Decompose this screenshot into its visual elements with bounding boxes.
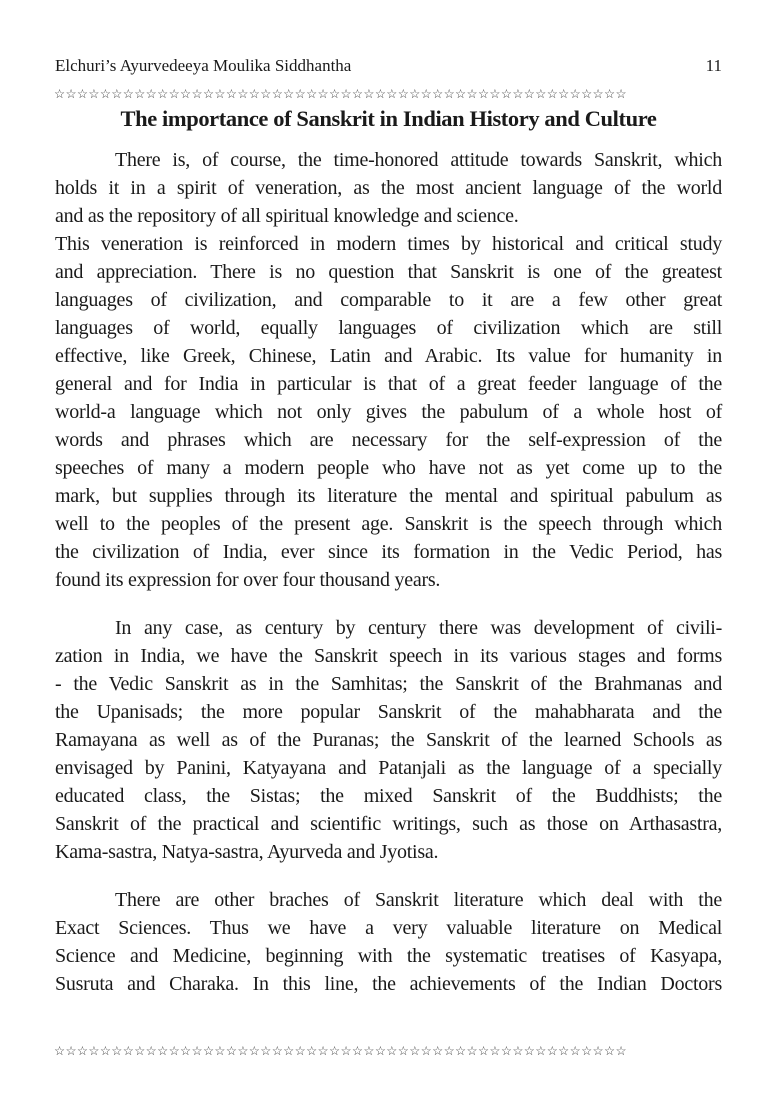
paragraph: [55, 886, 722, 998]
text-line: found its expression for over four thousand years.: [55, 569, 441, 591]
text-line: the Upanisads; the more popular Sanskrit of the mahabharata and the: [55, 701, 722, 723]
running-header: [55, 56, 722, 80]
text-line: effective, like Greek, Chinese, Latin and Arabic. Its value for humanity in: [55, 345, 722, 367]
text-line: mark, but supplies through its literature the mental and spiritual pabulum as: [55, 485, 722, 507]
body-text: [55, 146, 722, 998]
star-ornament-bottom: ☆☆☆☆☆☆☆☆☆☆☆☆☆☆☆☆☆☆☆☆☆☆☆☆☆☆☆☆☆☆☆☆☆☆☆☆☆☆☆☆☆☆☆☆☆☆☆☆☆☆: [54, 1044, 627, 1058]
text-line: There are other braches of Sanskrit literature which deal with the: [115, 889, 722, 911]
text-line: Science and Medicine, beginning with the systematic treatises of Kasyapa,: [55, 945, 722, 967]
text-line: - the Vedic Sanskrit as in the Samhitas; the Sanskrit of the Brahmanas and: [55, 673, 722, 695]
text-line: world-a language which not only gives the pabulum of a whole host of: [55, 401, 722, 423]
text-line: the civilization of India, ever since its formation in the Vedic Period, has: [55, 541, 722, 563]
text-line: Exact Sciences. Thus we have a very valuable literature on Medical: [55, 917, 722, 939]
text-line: Kama-sastra, Natya-sastra, Ayurveda and Jyotisa.: [55, 841, 439, 863]
paragraph: [55, 146, 722, 230]
text-line: zation in India, we have the Sanskrit speech in its various stages and forms: [55, 645, 722, 667]
text-line: This veneration is reinforced in modern times by historical and critical study: [55, 233, 722, 255]
text-line: and appreciation. There is no question that Sanskrit is one of the greatest: [55, 261, 722, 283]
book-title: Elchuri’s Ayurvedeeya Moulika Siddhantha: [55, 56, 352, 75]
text-line: and as the repository of all spiritual knowledge and science.: [55, 205, 519, 227]
section-title: The importance of Sanskrit in Indian History and Culture: [120, 106, 657, 131]
text-line: words and phrases which are necessary for the self-expression of the: [55, 429, 722, 451]
text-line: speeches of many a modern people who have not as yet come up to the: [55, 457, 722, 479]
text-line: holds it in a spirit of veneration, as the most ancient language of the world: [55, 177, 722, 199]
text-line: There is, of course, the time-honored attitude towards Sanskrit, which: [115, 149, 722, 171]
text-line: Ramayana as well as of the Puranas; the Sanskrit of the learned Schools as: [55, 729, 722, 751]
text-line: In any case, as century by century there was development of civili-: [115, 617, 722, 639]
text-line: general and for India in particular is that of a great feeder language of the: [55, 373, 722, 395]
text-line: Sanskrit of the practical and scientific writings, such as those on Arthasastra,: [55, 813, 722, 835]
text-line: Susruta and Charaka. In this line, the achievements of the Indian Doctors: [55, 973, 722, 995]
text-line: well to the peoples of the present age. Sanskrit is the speech through which: [55, 513, 722, 535]
page-number: 11: [705, 56, 722, 75]
text-line: languages of world, equally languages of civilization which are still: [55, 317, 722, 339]
text-line: envisaged by Panini, Katyayana and Patanjali as the language of a specially: [55, 757, 722, 779]
text-line: educated class, the Sistas; the mixed Sanskrit of the Buddhists; the: [55, 785, 722, 807]
paragraph: [55, 614, 722, 866]
text-line: languages of civilization, and comparable to it are a few other great: [55, 289, 722, 311]
star-ornament-top: ☆☆☆☆☆☆☆☆☆☆☆☆☆☆☆☆☆☆☆☆☆☆☆☆☆☆☆☆☆☆☆☆☆☆☆☆☆☆☆☆☆☆☆☆☆☆☆☆☆☆: [54, 87, 627, 101]
paragraph: [55, 230, 722, 594]
